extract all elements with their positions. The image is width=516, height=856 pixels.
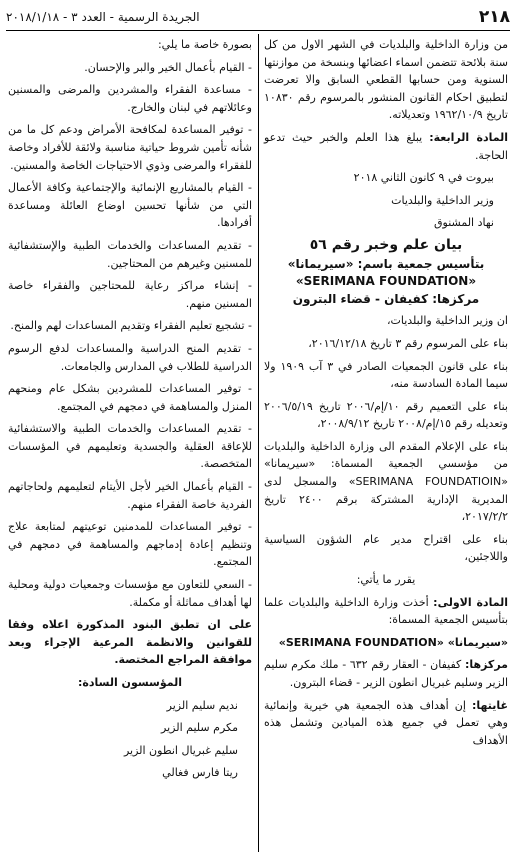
paragraph-circular: بناء على التعميم رقم ١٠/إم/٢٠٠٦ تاريخ ٢٠٠٦/٥/١٩ وتعديله رقم ١٥/إم/٢٠٠٨ تاريخ ٢٠٠٨/٩/١٢، [264,399,508,431]
date-line: بيروت في ٩ كانون الثاني ٢٠١٨ [353,171,494,185]
founder-name: سليم غبريال انطون الزير [123,743,238,757]
founder-name: ريتا فارس فغالي [162,766,238,780]
paragraph-decree: بناء على المرسوم رقم ٣ تاريخ ٢٠١٦/١٢/١٨، [308,336,508,350]
association-name: «سيريمانا» «SERIMANA FOUNDATION» [278,635,508,649]
article-four-text: يبلغ هذا العلم والخبر حيث تدعو الحاجة. [264,130,508,162]
goal-item: - توفير المساعدات للمشردين بشكل عام ومنحهم المنزل والمساهمة في دمجهم في المجتمع. [8,382,252,413]
goal-item: - تقديم المساعدات والخدمات الطبية والإستشفائية للمسنين وغيرهم من المحتاجين. [8,238,252,270]
decides-line: يقرر ما يأتي: [356,573,416,587]
paragraph-proposal: بناء على اقتراح مدير عام الشؤون السياسية واللاجئين، [264,532,508,564]
header-rule [6,30,510,31]
goal-item: - تقديم المساعدات والخدمات الطبية والاستشفائية للإعاقة العقلية والجسدية وتعليمهم في المؤسسات المتخصصة. [8,422,252,471]
headquarters-label: مركزها: [464,658,508,672]
headquarters [264,656,508,691]
article-four-label: المادة الرابعة: [429,130,508,144]
article-one [264,594,508,629]
goal-item: - مساعدة الفقراء والمشردين والمرضى والمسنين وعائلاتهم في لبنان والخارج. [8,83,252,114]
goals-label: غايتها: [471,698,508,712]
article-four [264,129,508,164]
paragraph-minister: ان وزير الداخلية والبلديات، [386,314,508,328]
goal-item: - تقديم المنح الدراسية والمساعدات لدفع الرسوم الدراسية للطلاب في المدارس والجامعات. [8,341,252,373]
page-header [6,4,510,30]
paragraph-law: بناء على قانون الجمعيات الصادر في ٣ آب ١٩٠٩ ولا سيما المادة السادسة منه، [264,359,509,391]
goals [264,697,508,750]
paragraph-notification: بناء على الإعلام المقدم الى وزارة الداخلية والبلديات من مؤسسي الجمعية المسماة: «سيريمانا» «SERIMANA FOUNDATIOIN» والمسجل لدى المديرية الإدارية المشتركة برقم ٢٤٠٠ تاريخ ٢٠١٧/٢/٢، [264,439,508,524]
article-one-label: المادة الاولى: [433,595,508,609]
left-intro: بصورة خاصة ما يلي: [157,38,252,51]
founders-title: المؤسسون السادة: [77,676,183,689]
goal-item: - القيام بالمشاريع الإنمائية والإجتماعية وكافة الأعمال التي من شأنها تحسين اوضاع العائلة ومساعدة أفرادها. [8,181,252,230]
notice-title: بيان علم وخبر رقم ٥٦ [309,236,463,253]
notice-subtitle-arabic: بتأسيس جمعية باسم: «سيريمانا» [287,256,485,271]
article-one-text: أخذت وزارة الداخلية والبلديات علما بتأسيس الجمعية المسماة: [264,595,508,627]
column-divider [258,34,259,852]
page-number: ٢١٨ [478,7,510,27]
goal-item: - توفير المساعدة لمكافحة الأمراض ودعم كل ما من شأنه تأمين شروط حياتية مناسبة ولائقة للأفراد وخاصة للفقراء والمرضى وذوي الاحتياجات الخاصة والمسنين. [8,123,252,172]
founder-name: مكرم سليم الزير [161,721,238,735]
notice-subtitle-latin: «SERIMANA FOUNDATION» [295,274,477,289]
minister-name: نهاد المشنوق [434,216,494,230]
goal-item: - القيام بأعمال الخير والبر والإحسان. [84,60,252,74]
intro-paragraph: من وزارة الداخلية والبلديات في الشهر الاول من كل سنة بلائحة تتضمن اسماء اعضائها وبنسخة من موازنتها السنوية ومن حسابها القطعي السابق والا تعرضت لتطبيق احكام القانون المنشور بالمرسوم رقم ١٠٨٣٠ تاريخ ١٩٦٢/١٠/٩ وتعديلاته. [264,38,508,122]
closing-paragraph: على ان تطبق البنود المذكورة اعلاه وفقا للقوانين والانظمة المرعية الإجراء وبعد موافقة المراجع المختصة. [8,618,252,667]
founder-name: نديم سليم الزير [166,698,238,712]
goal-item: - توفير المساعدات للمدمنين توعيتهم لمتابعة علاج وتنظيم إعادة إدماجهم والمساهمة في دمجهم في المجتمع. [8,520,252,569]
left-column [8,36,252,787]
right-column [264,36,508,754]
headquarters-text: كفيفان - العقار رقم ٦٣٢ - ملك مكرم سليم الزير وسليم غبريال انطون الزير - قضاء البترون. [264,658,508,689]
minister-title: وزير الداخلية والبلديات [391,193,494,207]
goal-item: - إنشاء مراكز رعاية للمحتاجين والفقراء خاصة المسنين منهم. [8,279,252,310]
goal-item: - السعي للتعاون مع مؤسسات وجمعيات دولية ومحلية لها أهداف مماثلة أو مكملة. [8,578,252,609]
notice-location: مركزها: كفيفان - قضاء البترون [292,291,480,306]
journal-info: الجريدة الرسمية - العدد ٣ - ٢٠١٨/١/١٨ [6,10,200,24]
goals-text: إن أهداف هذه الجمعية هي خيرية وإنمائية وهي تعمل في جميع هذه الميادين وتشمل هذه الأهداف [264,698,508,747]
goal-item: - القيام بأعمال الخير لأجل الأيتام لتعليمهم ولحاجاتهم الفردية خاصة الفقراء منهم. [8,480,252,511]
goal-item: - تشجيع تعليم الفقراء وتقديم المساعدات لهم والمنح. [10,319,252,333]
